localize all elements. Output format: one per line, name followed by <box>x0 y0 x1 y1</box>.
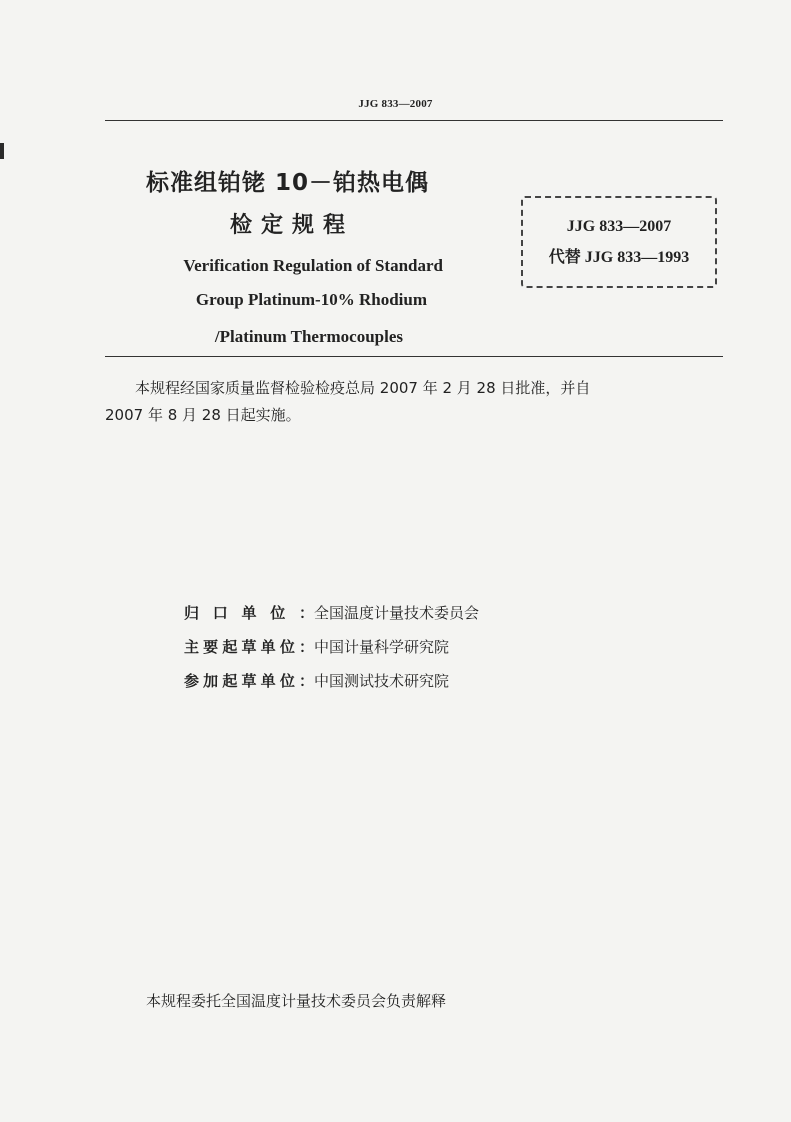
title-english-line-1: Verification Regulation of Standard <box>183 256 443 275</box>
unit-value: 中国测试技术研究院 <box>314 672 450 690</box>
unit-row <box>184 668 479 702</box>
approval-line-2: 2007 年 8 月 28 日起实施。 <box>105 406 301 424</box>
header-standard-code: JJG 833—2007 <box>358 98 433 110</box>
unit-row <box>184 600 479 634</box>
unit-label: 主要起草单位： <box>184 638 314 656</box>
unit-label: 参加起草单位： <box>184 672 314 690</box>
title-chinese-line-1: 标准组铂铑 10－铂热电偶 <box>146 170 430 196</box>
unit-value: 中国计量科学研究院 <box>314 638 450 656</box>
header-rule <box>105 120 723 121</box>
standard-code-box <box>521 196 717 288</box>
responsible-units <box>184 600 479 702</box>
current-standard-code: JJG 833—2007 <box>566 218 672 235</box>
unit-value: 全国温度计量技术委员会 <box>314 604 480 622</box>
scan-edge-mark <box>0 143 4 159</box>
approval-line-1: 本规程经国家质量监督检验检疫总局 2007 年 2 月 28 日批准，并自 <box>135 379 591 397</box>
unit-label: 归口单位： <box>184 604 314 622</box>
approval-statement <box>105 375 723 429</box>
interpretation-note: 本规程委托全国温度计量技术委员会负责解释 <box>146 992 447 1010</box>
replaced-standard-code: 代替 JJG 833—1993 <box>548 249 690 266</box>
title-chinese-line-2: 检定规程 <box>230 213 355 238</box>
title-english-line-2: Group Platinum-10% Rhodium <box>195 290 427 309</box>
section-rule <box>105 356 723 357</box>
unit-row <box>184 634 479 668</box>
title-english-line-3: /Platinum Thermocouples <box>214 327 403 346</box>
